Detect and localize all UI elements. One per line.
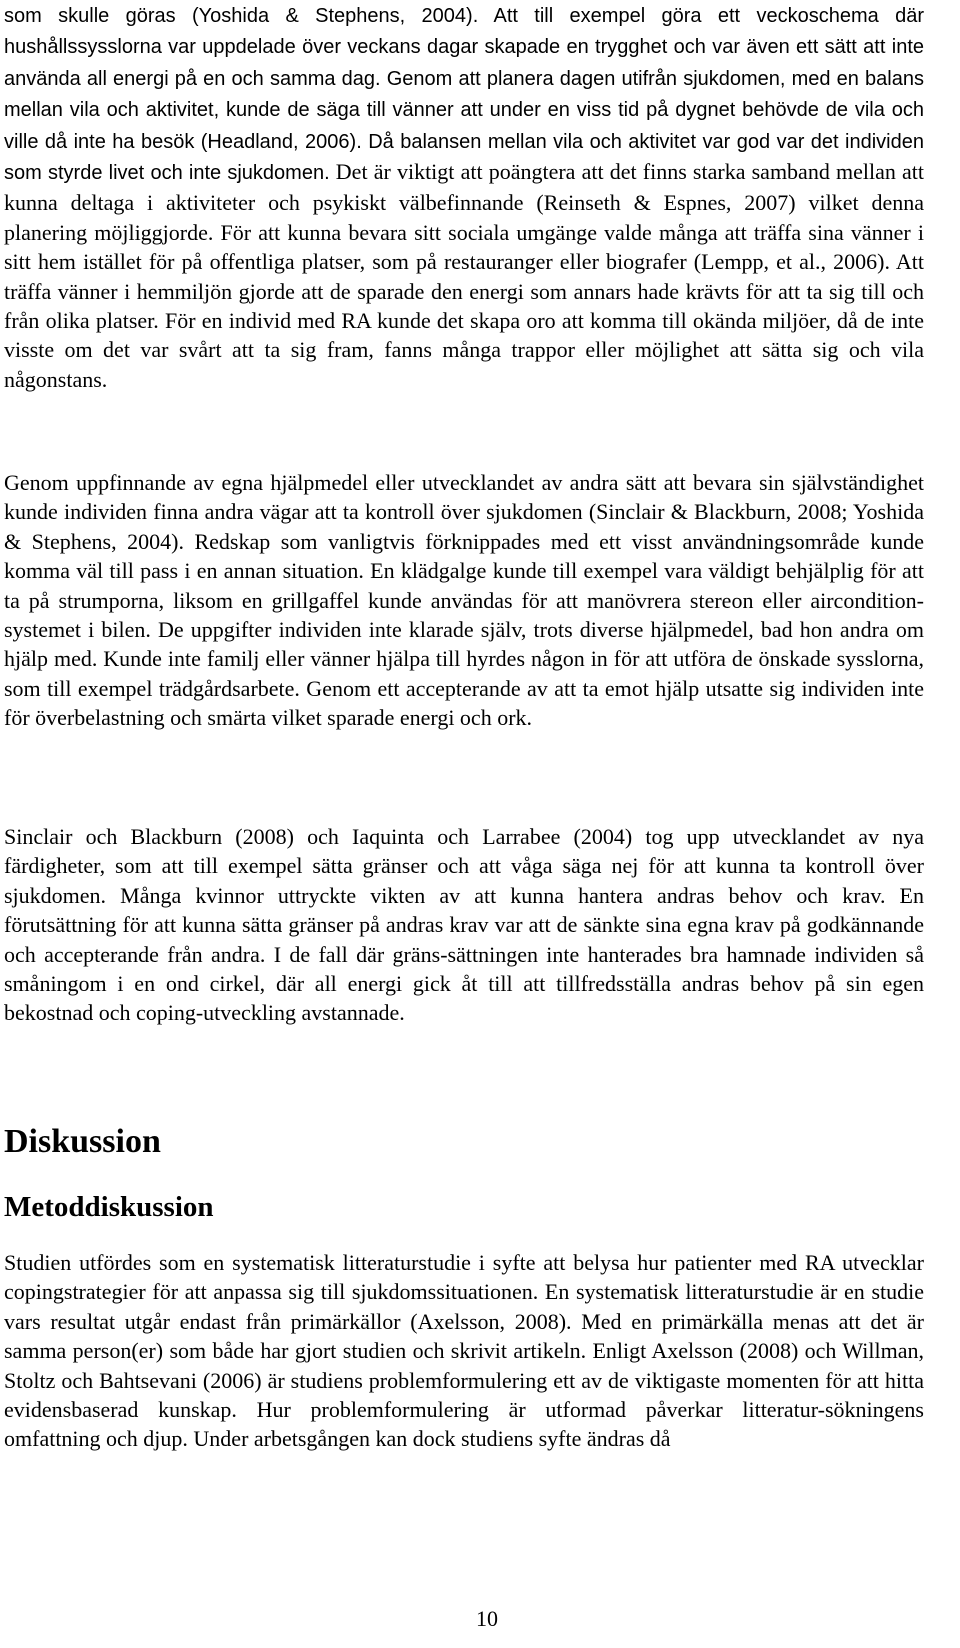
section-heading: Diskussion	[4, 1123, 161, 1160]
subsection-heading: Metoddiskussion	[4, 1191, 214, 1223]
body-paragraph-4: Studien utfördes som en systematisk litteraturstudie i syfte att belysa hur patienter med RA utvecklar copingstrategier för att anpassa sig till sjukdomssituationen. En systematisk litteraturstudie är en studie vars resultat utgår endast från primärkällor (Axelsson, 2008). Med en primärkälla menas att det är samma person(er) som både har gjort studien och skrivit artikeln. Enligt Axelsson (2008) och Willman, Stoltz och Bahtsevani (2006) är studiens problemformulering ett av de viktigaste momenten för att hitta evidensbaserad kunskap. Hur problemformulering är utformad påverkar litteratur-sökningens omfattning och djup. Under arbetsgången kan dock studiens syfte ändras då	[4, 1250, 924, 1452]
body-paragraph-3: Sinclair och Blackburn (2008) och Iaquinta och Larrabee (2004) tog upp utvecklandet av nya färdigheter, som att till exempel sätta gränser och att våga säga nej för att kunna ta kontroll över sjukdomen. Många kvinnor uttryckte vikten av att kunna hantera andras behov och krav. En förutsättning för att kunna sätta gränser på andras krav var att de sänkte sina egna krav på godkännande och accepterande från andra. I de fall där gräns-sättningen inte hanterades bra hamnade individen så småningom i en ond cirkel, där all energi gick åt till att tillfredsställa andras behov på sin egen bekostnad och coping-utveckling avstannade.	[4, 824, 924, 1026]
paragraph-1-sans-segment: som skulle göras (Yoshida & Stephens, 2004). Att till exempel göra ett veckoschema där hushållssysslorna var uppdelade över veckans dagar skapade en trygghet och var även ett sätt att inte använda all energi på en och samma dag. Genom att planera dagen utifrån sjukdomen, med en balans mellan vila och aktivitet, kunde de säga till vänner att under en viss tid på dygnet behövde de vila och ville då inte ha besök (Headland, 2006). Då balansen mellan vila och aktivitet var god var det individen som styrde livet och inte sjukdomen.	[4, 5, 924, 185]
body-paragraph-1	[4, 0, 924, 394]
paragraph-1-serif-segment: Det är viktigt att poängtera att det finns starka samband mellan att kunna deltaga i aktiviteter och psykiskt välbefinnande (Reinseth & Espnes, 2007) vilket denna planering möjliggjorde. För att kunna bevara sitt sociala umgänge valde många att träffa sina vänner i sitt hem istället för på offentliga platser, som på restauranger eller biografer (Lempp, et al., 2006). Att träffa vänner i hemmiljön gjorde att de sparade den energi som annars hade krävts för att ta sig till och från olika platser. För en individ med RA kunde det skapa oro att komma till okända miljöer, då de inte visste om det var svårt att ta sig fram, fanns många trappor eller möjlighet att sätta sig och vila någonstans.	[4, 159, 924, 392]
body-paragraph-2: Genom uppfinnande av egna hjälpmedel eller utvecklandet av andra sätt att bevara sin självständighet kunde individen finna andra vägar att ta kontroll över sjukdomen (Sinclair & Blackburn, 2008; Yoshida & Stephens, 2004). Redskap som vanligtvis förknippades med ett visst användningsområde kunde komma väl till pass i en annan situation. En klädgalge kunde till exempel vara väldigt behjälplig för att ta på strumporna, liksom en grillgaffel kunde användas för att manövrera stereon eller aircondition-systemet i bilen. De uppgifter individen inte klarade själv, trots diverse hjälpmedel, bad hon andra om hjälp med. Kunde inte familj eller vänner hjälpa till hyrdes någon in för att utföra de önskade sysslorna, som till exempel trädgårdsarbete. Genom ett accepterande av att ta emot hjälp utsatte sig individen inte för överbelastning och smärta vilket sparade energi och ork.	[4, 470, 924, 731]
page-number: 10	[476, 1606, 498, 1631]
